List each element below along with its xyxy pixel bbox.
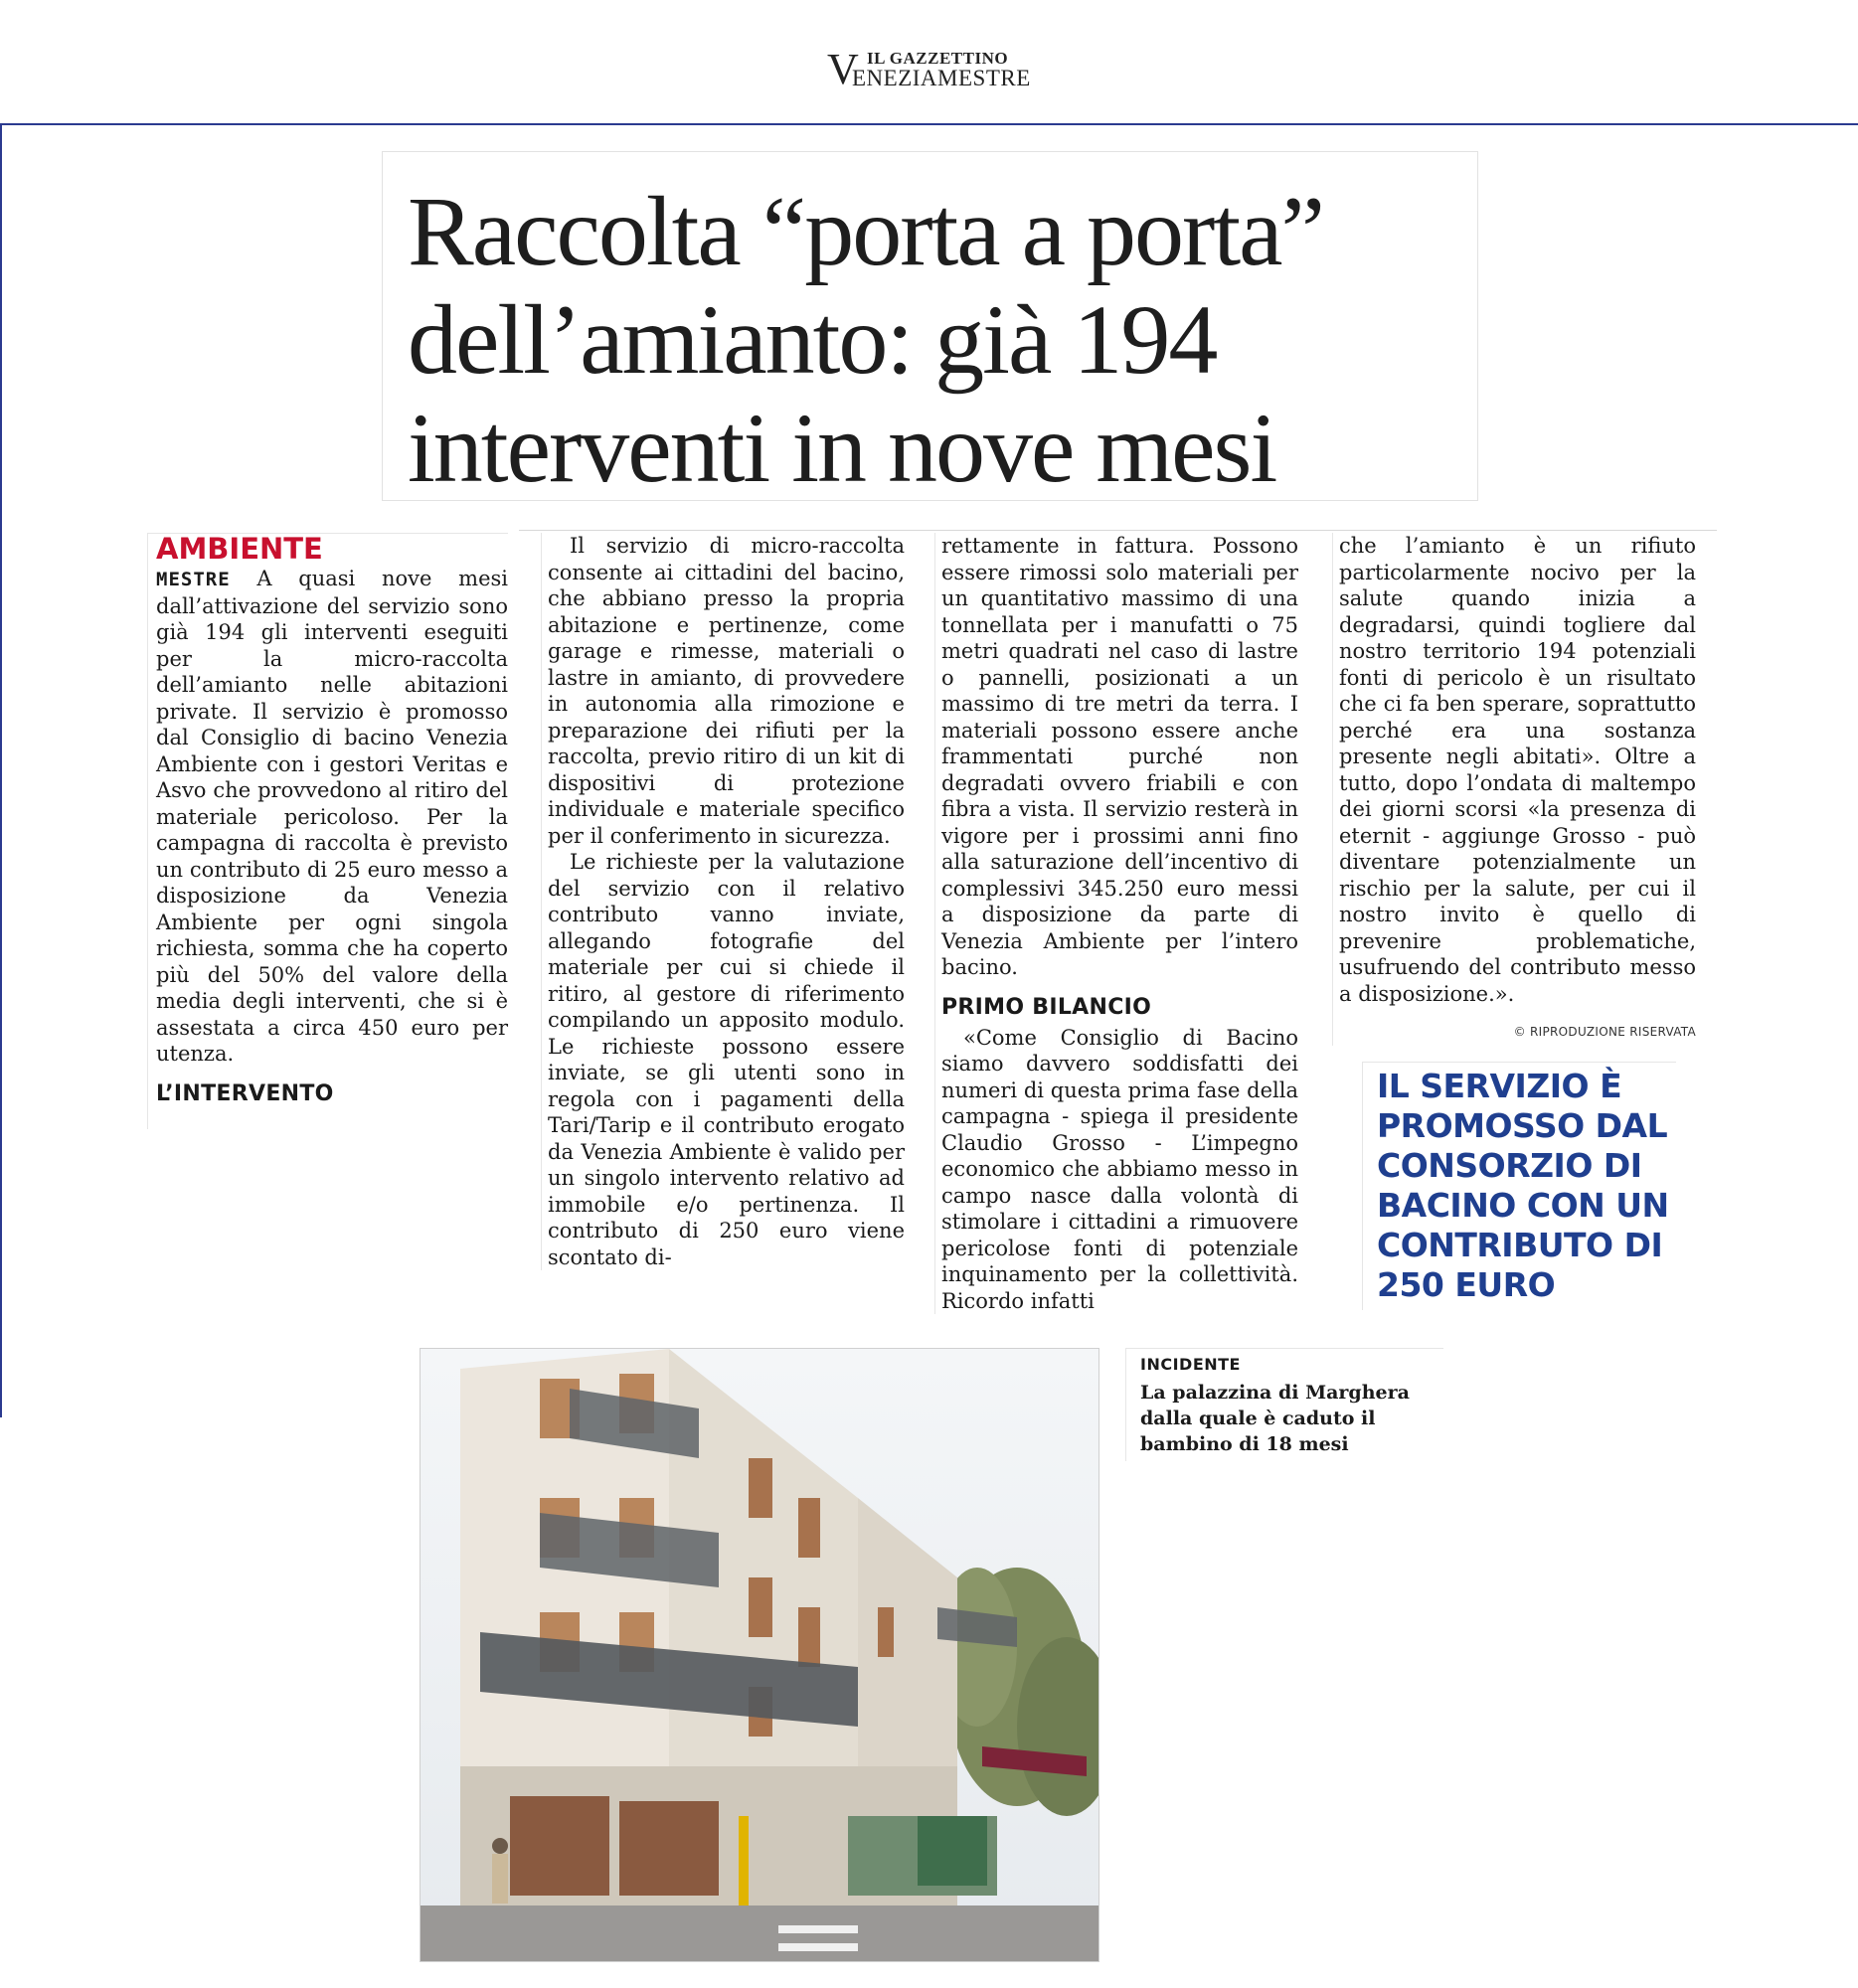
lead-paragraph: [156, 566, 508, 1068]
quote-paragraph-continued: che l’amianto è un rifiuto particolarmente nocivo per la salute quando inizia a degradarsi, quindi togliere dal nostro territorio 194 potenziali fonti di pericolo è un risultato che ci fa ben sperare, soprattutto perché era una sostanza presente negli abitati». Oltre a tutto, dopo l’ondata di maltempo dei giorni scorsi «la presenza di eternit - aggiunge Grosso - può diventare potenzialmente un rischio per la salute, per cui il nostro invito è quello di prevenire problematiche, usufruendo del contributo messo a disposizione.».: [1339, 534, 1696, 1006]
caption-text: La palazzina di Marghera dalla quale è caduto il bambino di 18 mesi: [1140, 1382, 1410, 1455]
article-column-1: [147, 533, 508, 1129]
article-headline: Raccolta “porta a porta” dell’amianto: già 194 interventi in nove mesi: [408, 176, 1323, 503]
quote-paragraph: «Come Consiglio di Bacino siamo davvero soddisfatti dei numeri di questa prima fase della campagna - spiega il presidente Claudio Grosso - L’impegno economico che abbiamo messo in campo nasce dalla volontà di stimolare i cittadini a rimuovere pericolose fonti di potenziale inquinamento per la collettività. Ricordo infatti: [941, 1025, 1298, 1313]
logo-title: IL GAZZETTINO: [867, 49, 1009, 68]
caption-label: INCIDENTE: [1140, 1355, 1241, 1374]
masthead: [0, 0, 1858, 125]
section-kicker: AMBIENTE: [156, 532, 323, 566]
article-column-2: [541, 533, 905, 1270]
dateline: MESTRE: [156, 569, 231, 590]
body-paragraph: Le richieste per la valutazione del servizio con il relativo contributo vanno inviate, allegando fotografie del materiale per cui si chiede il ritiro, al gestore di riferimento compilando un apposito modulo. Le richieste possono essere inviate, se gli utenti sono in regola con i pagamenti della Tari/Tarip e il contributo erogato da Venezia Ambiente è valido per un singolo intervento relativo ad immobile e/o pertinenza. Il contributo di 250 euro viene scontato di-: [548, 850, 905, 1269]
article-column-4: [1332, 533, 1696, 1046]
body-paragraph: Il servizio di micro-raccolta consente ai cittadini del bacino, che abbiano presso la propria abitazione e pertinenze, come garage e rimesse, materiali o lastre in amianto, di provvedere in autonomia alla rimozione e preparazione dei rifiuti per la raccolta, previo ritiro di un kit di dispositivi di protezione individuale e materiale specifico per il conferimento in sicurezza.: [548, 534, 905, 848]
photo-caption: [1125, 1348, 1443, 1461]
logo-edition: ENEZIAMESTRE: [852, 66, 1031, 90]
logo-initial: V: [827, 45, 859, 93]
columns-divider: [519, 530, 1717, 531]
copyright-notice: © RIPRODUZIONE RISERVATA: [1513, 1025, 1696, 1039]
newspaper-logo: [827, 46, 1036, 93]
photo-illustration: [421, 1349, 1098, 1961]
subhead-primo-bilancio: PRIMO BILANCIO: [941, 994, 1152, 1020]
article-column-3: [934, 533, 1298, 1314]
lead-text: A quasi nove mesi dall’attivazione del servizio sono già 194 gli interventi eseguiti per la micro-raccolta dell’amianto nelle abitazioni private. Il servizio è promosso dal Consiglio di bacino Venezia Ambiente con i gestori Veritas e Asvo che provvedono al ritiro del materiale pericoloso. Per la campagna di raccolta è previsto un contributo di 25 euro messo a disposizione da Venezia Ambiente per ogni singola richiesta, somma che ha coperto più del 50% del valore della media degli interventi, che si è assestata a circa 450 euro per utenza.: [156, 567, 508, 1066]
building-photo: [420, 1348, 1099, 1962]
page-margin-rule: [0, 125, 2, 1417]
pullquote: IL SERVIZIO È PROMOSSO DAL CONSORZIO DI BACINO CON UN CONTRIBUTO DI 250 EURO: [1377, 1067, 1669, 1304]
body-paragraph-continued: rettamente in fattura. Possono essere rimossi solo materiali per un quantitativo massimo di una tonnellata per i manufatti o 75 metri quadrati nel caso di lastre o pannelli, posizionati a un massimo di tre metri da terra. I materiali possono essere anche frammentati purché non degradati ovvero friabili e con fibra a vista. Il servizio resterà in vigore per i prossimi anni fino alla saturazione dell’incentivo di complessivi 345.250 euro messi a disposizione da parte di Venezia Ambiente per l’intero bacino.: [941, 534, 1298, 979]
subhead-intervento: L’INTERVENTO: [156, 1080, 334, 1106]
